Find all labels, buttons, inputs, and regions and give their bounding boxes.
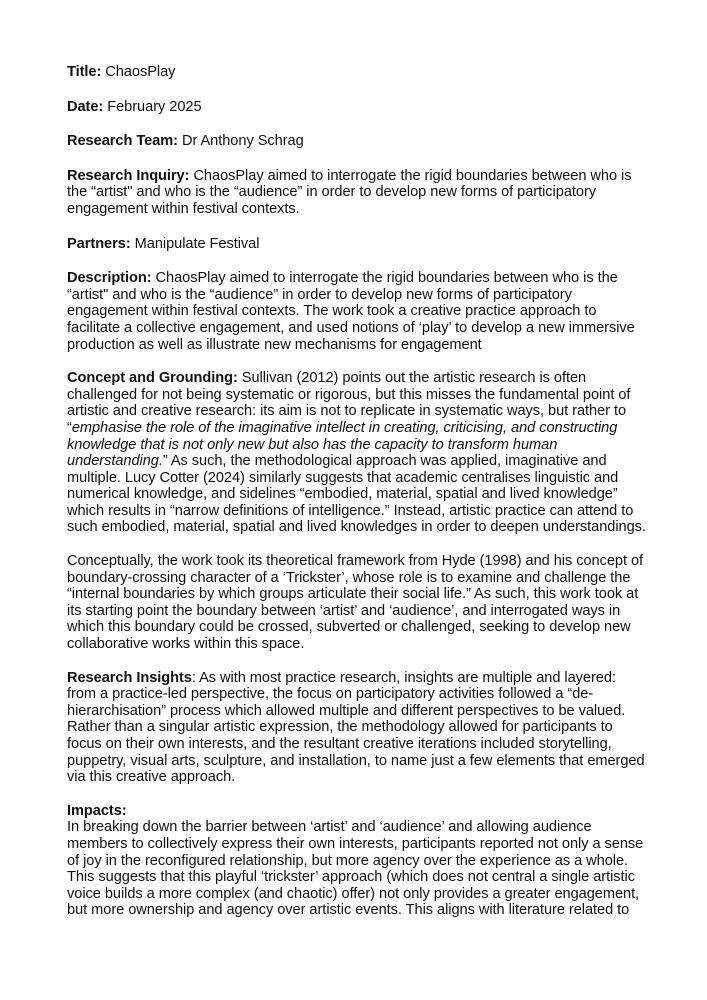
description-line: engagement within festival contexts. The work took a creative practice approach to [67,303,597,320]
research-inquiry-text: ChaosPlay aimed to interrogate the rigid boundaries between who is [189,167,632,184]
conceptually-line: which this boundary could be crossed, subverted or challenged, seeking to develop new [67,619,631,636]
insights-line: via this creative approach. [67,769,236,786]
document-page [67,64,667,936]
impacts-section [67,803,667,919]
open-quote: “ [67,419,72,436]
concept-line: numerical knowledge, and sidelines “embodied, material, spatial and lived knowledge” [67,486,618,503]
research-inquiry-label: Research Inquiry: [67,167,190,184]
research-inquiry-line: engagement within festival contexts. [67,200,300,217]
concept-line: such embodied, material, spatial and lived knowledges in order to deepen understandings. [67,519,646,536]
concept-line [67,420,667,437]
conceptually-line: its starting point the boundary between ‘artist’ and ‘audience’, and interrogated ways in [67,602,621,619]
sullivan-quote: knowledge that is not only new but also has the capacity to transform human [67,436,558,453]
insights-line: focus on their own interests, and the resultant creative iterations included storytelling, [67,736,612,752]
insights-line: puppetry, visual arts, sculpture, and installation, to name just a few elements that emerged [67,752,645,769]
concept-line [67,437,667,454]
description-section [67,270,667,353]
research-insights-label: Research Insights [67,669,192,686]
research-team-value: Dr Anthony Schrag [177,133,304,150]
impacts-line: of joy in the reconfigured relationship, but more agency over the experience as a whole. [67,852,629,869]
conceptually-paragraph [67,553,667,653]
concept-text: ” As such, the methodological approach was applied, imaginative and [162,453,607,470]
description-line [67,270,667,287]
concept-grounding-section [67,370,667,536]
insights-line: from a practice-led perspective, the focus on participatory activities followed a “de- [67,686,594,703]
title-field [67,64,667,81]
description-line: facilitate a collective engagement, and used notions of ‘play’ to develop a new immersive [67,319,635,336]
partners-value: Manipulate Festival [130,235,260,252]
insights-text: : As with most practice research, insights are multiple and layered: [191,669,616,686]
concept-line: which results in “narrow definitions of intelligence.” Instead, artistic practice can attend to [67,502,634,519]
impacts-line: but more ownership and agency over artistic events. This aligns with literature related to [67,902,630,919]
concept-line [67,370,667,387]
concept-line: artistic and creative research: its aim is not to replicate in systematic ways, but rather to [67,403,627,420]
description-text: ChaosPlay aimed to interrogate the rigid boundaries between who is the [151,270,618,287]
partners-label: Partners: [67,235,131,252]
insights-line [67,670,667,687]
research-inquiry-field [67,168,667,218]
date-field [67,99,667,116]
research-inquiry-line [67,168,667,185]
insights-line: Rather than a singular artistic expression, the methodology allowed for participants to [67,719,613,736]
description-line: production as well as illustrate new mechanisms for engagement [67,336,482,353]
research-insights-section [67,670,667,786]
research-team-label: Research Team: [67,133,178,150]
sullivan-quote: understanding. [67,453,163,470]
impacts-line: members to collectively express their own interests, participants reported not only a sense [67,835,644,852]
impacts-line: This suggests that this playful ‘trickster’ approach (which does not central a single artistic [67,869,635,886]
concept-line [67,453,667,470]
concept-grounding-label: Concept and Grounding: [67,370,238,387]
description-line: “artist" and who is the “audience” in order to develop new forms of participatory [67,286,572,303]
impacts-line: In breaking down the barrier between ‘artist’ and ‘audience’ and allowing audience [67,819,592,836]
date-label: Date: [67,98,104,115]
date-value: February 2025 [103,98,202,115]
title-label: Title: [67,64,102,80]
title-value: ChaosPlay [101,64,176,80]
sullivan-quote: emphasise the role of the imaginative intellect in creating, criticising, and constructing [71,419,618,436]
conceptually-line: boundary-crossing character of a ‘Trickster’, whose role is to examine and challenge the [67,569,631,586]
concept-line: multiple. Lucy Cotter (2024) similarly suggests that academic centralises linguistic and [67,469,619,486]
conceptually-line: Conceptually, the work took its theoretical framework from Hyde (1998) and his concept of [67,553,644,570]
insights-line: hierarchisation” process which allowed multiple and different perspectives to be valued. [67,702,626,719]
impacts-line: voice builds a more complex (and chaotic) offer) not only provides a greater engagement, [67,885,640,902]
conceptually-line: collaborative works within this space. [67,636,305,653]
partners-field [67,236,667,253]
research-team-field [67,133,667,150]
concept-line: challenged for not being systematic or rigorous, but this misses the fundamental point of [67,386,631,403]
conceptually-line: “internal boundaries by which groups articulate their social life.” As such, this work took at [67,586,639,603]
concept-text: Sullivan (2012) points out the artistic research is often [237,370,587,387]
research-inquiry-line: the “artist" and who is the “audience” in order to develop new forms of participatory [67,184,597,201]
description-label: Description: [67,270,152,287]
impacts-label: Impacts: [67,802,127,819]
